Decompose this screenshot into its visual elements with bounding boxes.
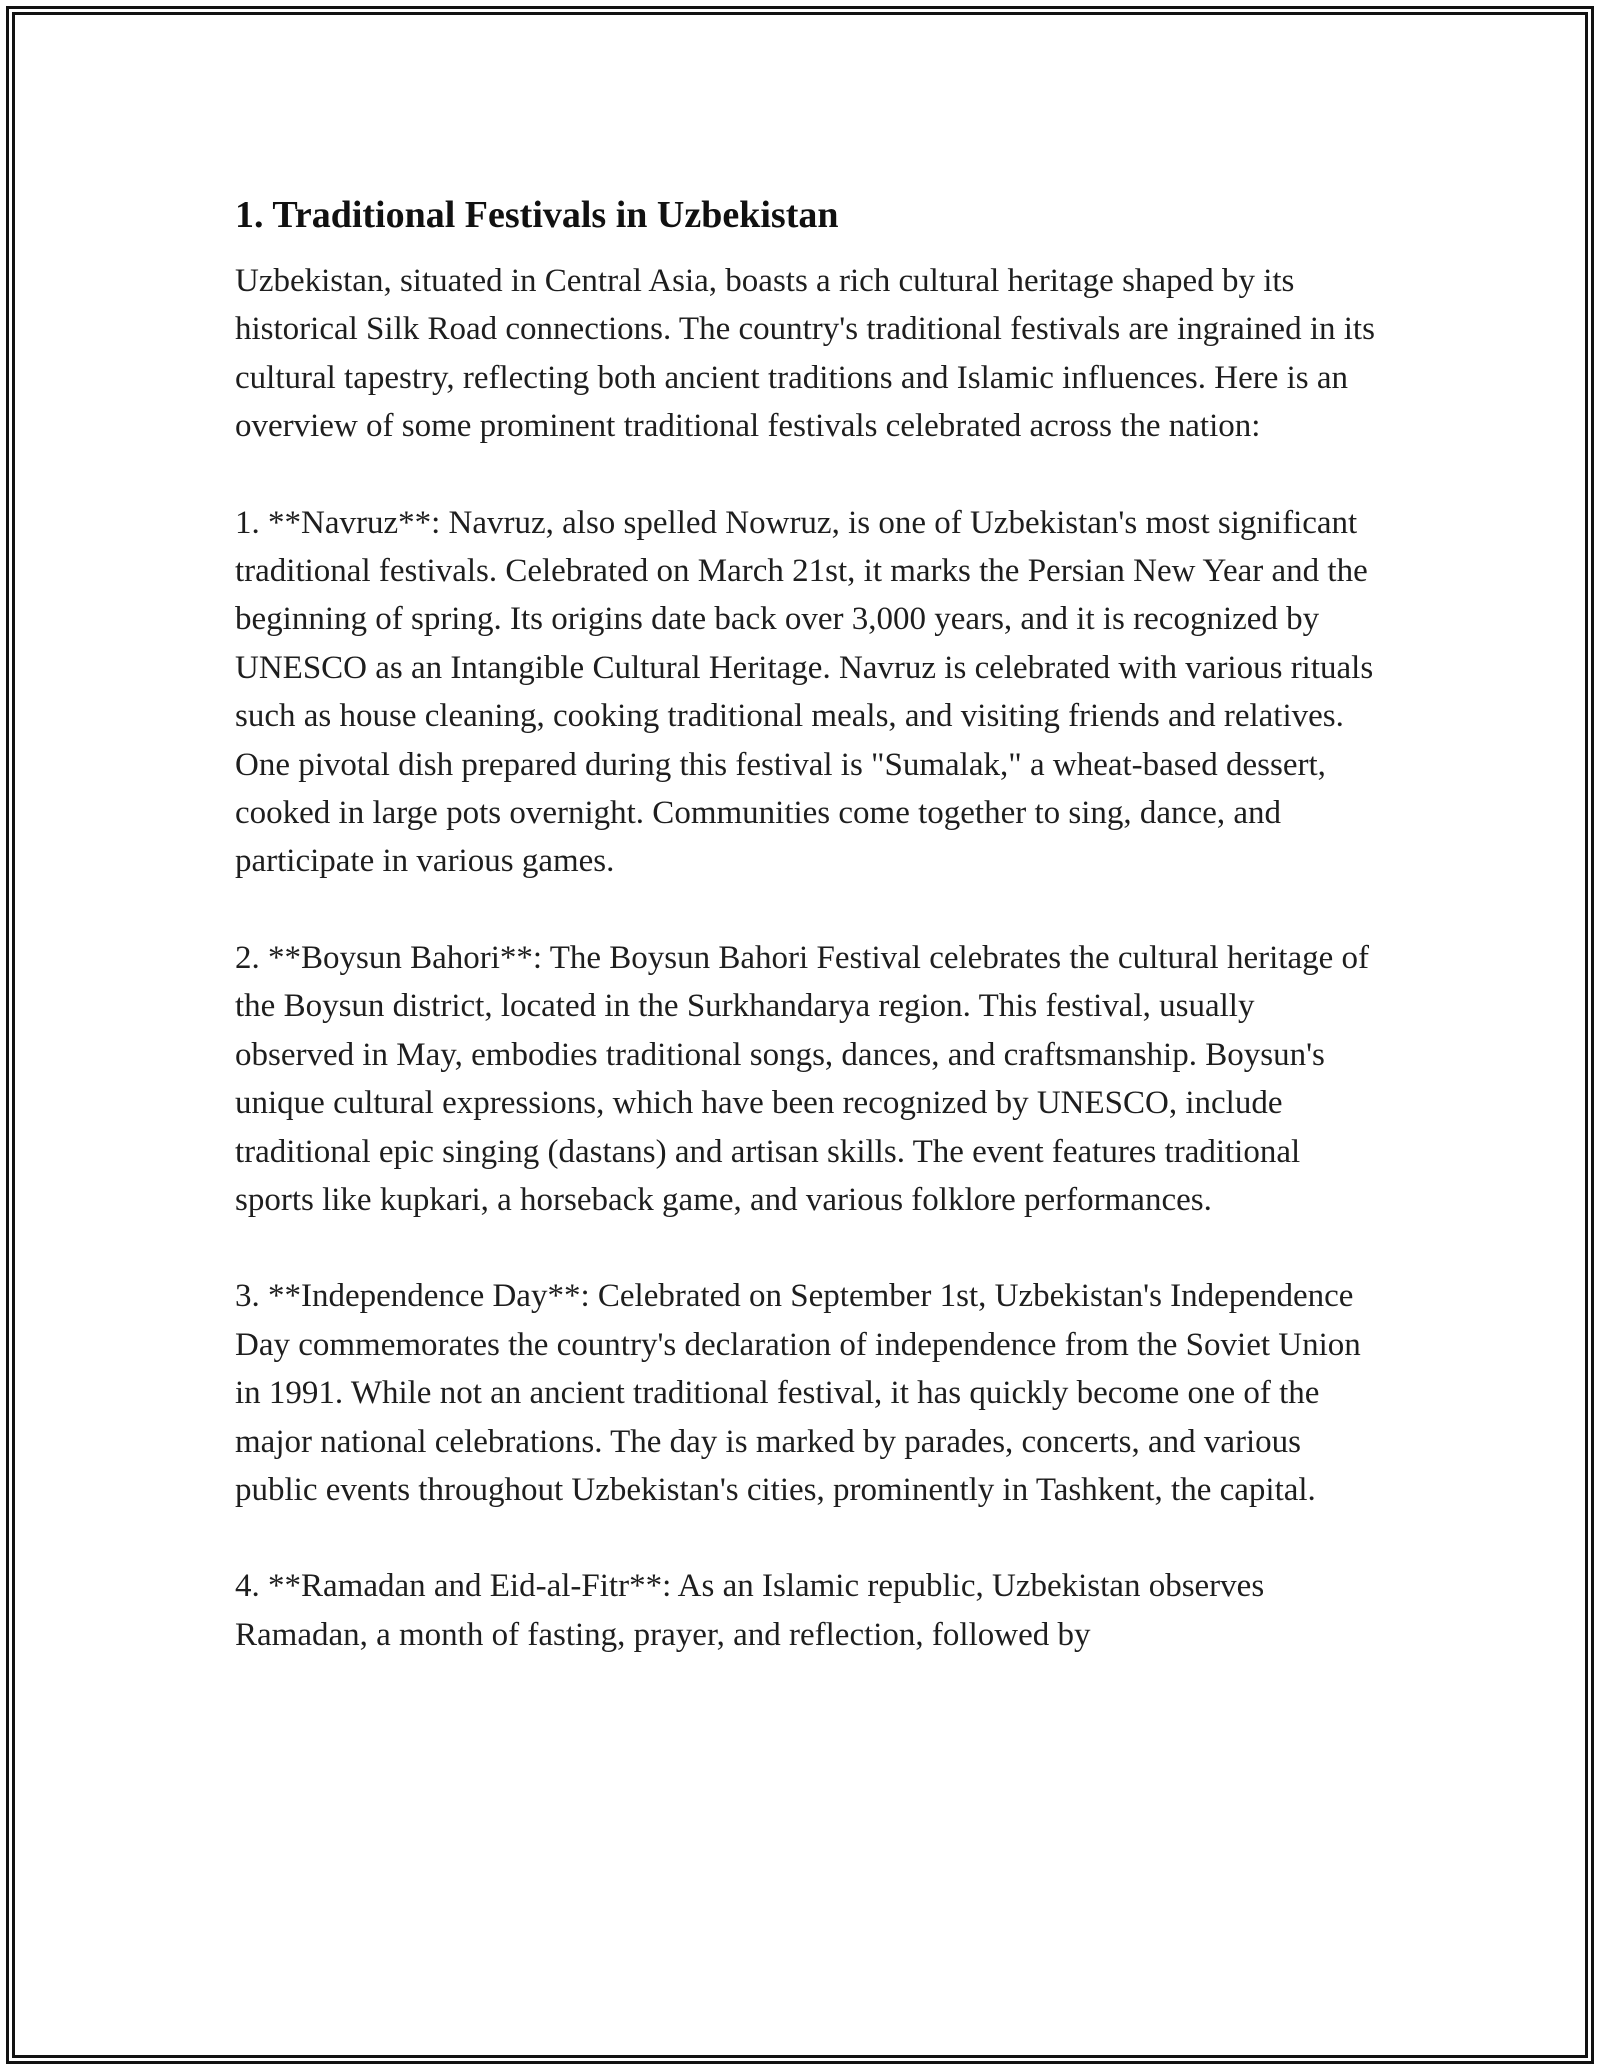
intro-paragraph: Uzbekistan, situated in Central Asia, boasts a rich cultural heritage shaped by its historical Silk Road connections. The country's traditional festivals are ingrained in its cultural tapestry, reflecting both ancient traditions and Islamic influences. Here is an overview of some prominent traditional festivals celebrated across the nation: [235, 263, 1375, 445]
navruz-paragraph: 1. **Navruz**: Navruz, also spelled Nowruz, is one of Uzbekistan's most significant traditional festivals. Celebrated on March 21st, it marks the Persian New Year and the beginning of spring. Its origins date back over 3,000 years, and it is recognized by UNESCO as an Intangible Cultural Heritage. Navruz is celebrated with various rituals such as house cleaning, cooking traditional meals, and visiting friends and relatives. One pivotal dish prepared during this festival is "Sumalak," a wheat-based dessert, cooked in large pots overnight. Communities come together to sing, dance, and participate in various games. [235, 504, 1374, 880]
independence-day-paragraph: 3. **Independence Day**: Celebrated on September 1st, Uzbekistan's Independence Day commemorates the country's declaration of independence from the Soviet Union in 1991. While not an ancient traditional festival, it has quickly become one of the major national celebrations. The day is marked by parades, concerts, and various public events throughout Uzbekistan's cities, prominently in Tashkent, the capital. [235, 1278, 1361, 1508]
ramadan-paragraph: 4. **Ramadan and Eid-al-Fitr**: As an Islamic republic, Uzbekistan observes Ramadan, a month of fasting, prayer, and reflection, followed by [235, 1568, 1265, 1653]
document-body [235, 185, 1375, 1659]
boysun-bahori-paragraph: 2. **Boysun Bahori**: The Boysun Bahori Festival celebrates the cultural heritage of the Boysun district, located in the Surkhandarya region. This festival, usually observed in May, embodies traditional songs, dances, and craftsmanship. Boysun's unique cultural expressions, which have been recognized by UNESCO, include traditional epic singing (dastans) and artisan skills. The event features traditional sports like kupkari, a horseback game, and various folklore performances. [235, 939, 1369, 1218]
section-heading: 1. Traditional Festivals in Uzbekistan [235, 194, 839, 236]
